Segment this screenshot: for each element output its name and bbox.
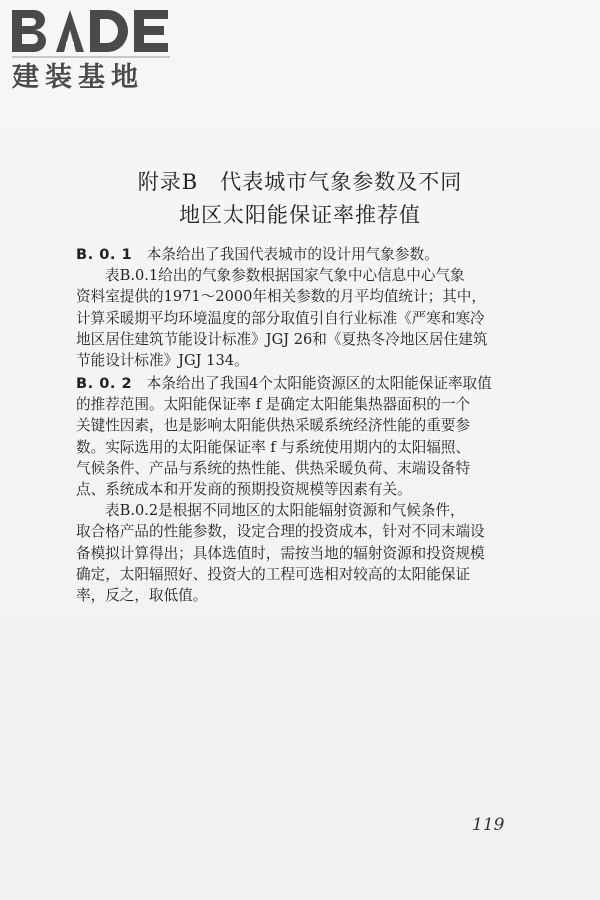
page-number: 119 [472, 815, 505, 835]
appendix-title-line-2: 地区太阳能保证率推荐值 [179, 203, 421, 227]
section-b02-line-1 [76, 373, 530, 394]
section-b02-line-10: 确定，太阳辐照好、投资大的工程可选相对较高的太阳能保证 [76, 565, 471, 583]
clause-number: B. 0. 1 [76, 246, 133, 263]
body-text: 本条给出了我国4个太阳能资源区的太阳能保证率取值 [132, 375, 492, 392]
section-b02-line-3: 关键性因素，也是影响太阳能供热采暖系统经济性能的重要参 [76, 417, 471, 435]
section-b01-line-5: 地区居住建筑节能设计标准》JGJ 26和《夏热冬冷地区居住建筑 [76, 330, 488, 348]
section-b02-line-2: 的推荐范围。太阳能保证率 f 是确定太阳能集热器面积的一个 [76, 396, 471, 414]
bade-logo-graphic [8, 4, 178, 92]
section-b02-line-11: 率，反之，取低值。 [76, 586, 208, 604]
body-text: 本条给出了我国代表城市的设计用气象参数。 [132, 246, 439, 263]
appendix-title-line-1: 附录B 代表城市气象参数及不同 [137, 170, 463, 194]
section-b02 [76, 373, 530, 606]
logo-subtitle: 建装基地 [12, 62, 144, 92]
section-b01-line-3: 资料室提供的1971～2000年相关参数的月平均值统计；其中， [76, 288, 486, 306]
section-b01-line-4: 计算采暖期平均环境温度的部分取值引自行业标准《严寒和寒冷 [76, 309, 485, 327]
section-b01-line-6: 节能设计标准》JGJ 134。 [76, 351, 249, 369]
section-b02-line-6: 点、系统成本和开发商的预期投资规模等因素有关。 [76, 480, 412, 498]
section-b02-line-8: 取合格产品的性能参数，设定合理的投资成本，针对不同末端设 [76, 523, 485, 541]
section-b02-line-9: 备模拟计算得出；具体选值时，需按当地的辐射资源和投资规模 [76, 544, 485, 562]
section-b02-line-4: 数。实际选用的太阳能保证率 f 与系统使用期内的太阳辐照、 [76, 438, 471, 456]
section-b01 [76, 244, 530, 371]
section-b02-line-5: 气候条件、产品与系统的热性能、供热采暖负荷、末端设备特 [76, 459, 471, 477]
bade-logo [8, 4, 178, 92]
clause-number: B. 0. 2 [76, 375, 133, 392]
section-b01-line-2: 表B.0.1给出的气象参数根据国家气象中心信息中心气象 [105, 267, 465, 285]
section-b01-line-1 [76, 244, 530, 265]
section-b02-line-7: 表B.0.2是根据不同地区的太阳能辐射资源和气候条件， [105, 502, 465, 520]
